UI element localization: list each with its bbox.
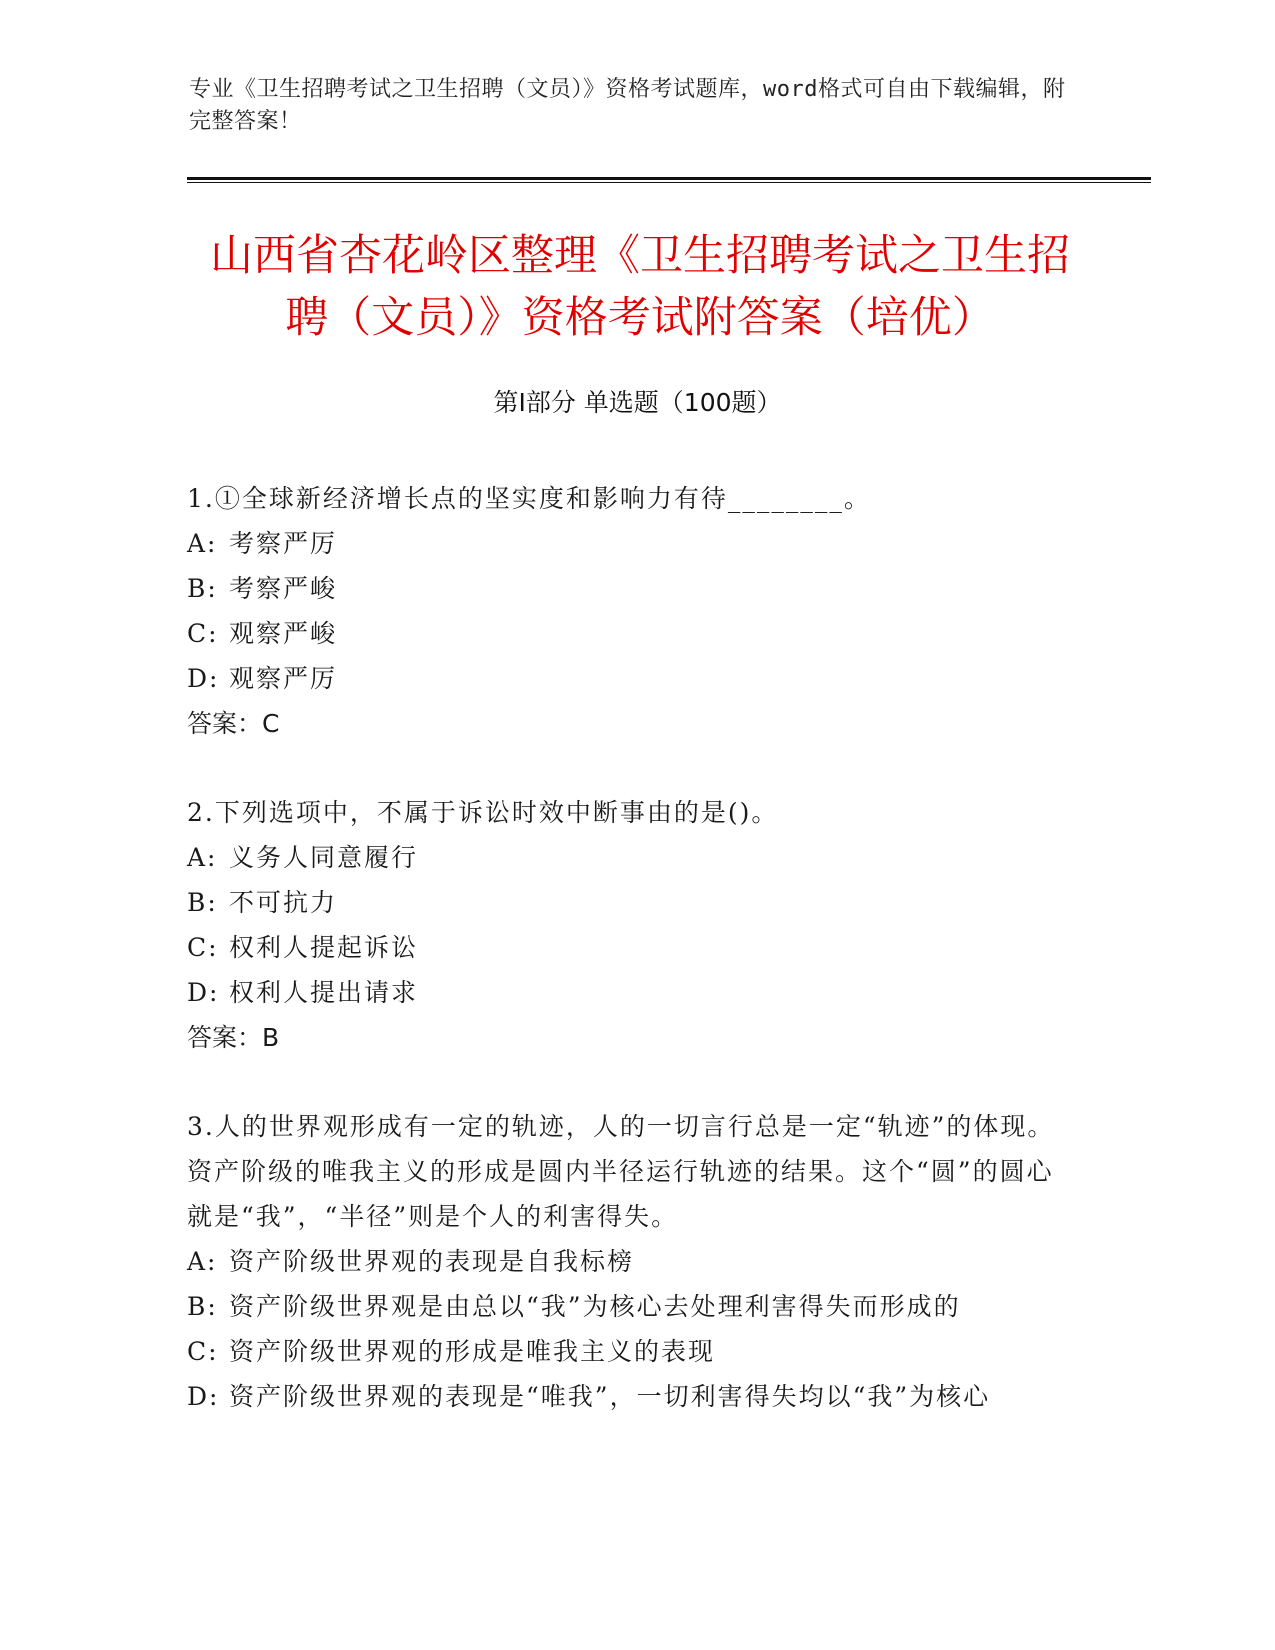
option-key: C: xyxy=(187,1337,219,1366)
option-text: 资产阶级世界观的表现是“唯我”，一切利害得失均以“我”为核心 xyxy=(229,1382,991,1411)
option-text: 观察严峻 xyxy=(229,619,338,648)
question-option-a xyxy=(187,835,1067,880)
option-key: D: xyxy=(187,978,220,1007)
option-key: B: xyxy=(187,888,218,917)
option-key: A: xyxy=(187,843,218,872)
document-title: 山西省杏花岭区整理《卫生招聘考试之卫生招聘（文员）》资格考试附答案（培优） xyxy=(210,231,1070,343)
question-1 xyxy=(187,476,1067,746)
option-key: B: xyxy=(187,1292,218,1321)
option-key: D: xyxy=(187,664,220,693)
header-divider-thin xyxy=(187,182,1151,183)
question-stem: 2.下列选项中，不属于诉讼时效中断事由的是()。 xyxy=(187,798,779,827)
question-list xyxy=(187,476,1067,1463)
option-text: 观察严厉 xyxy=(229,664,338,693)
question-2 xyxy=(187,790,1067,1060)
option-text: 权利人提出请求 xyxy=(229,978,419,1007)
question-option-c xyxy=(187,611,1067,656)
option-key: C: xyxy=(187,619,219,648)
question-stem: 3.人的世界观形成有一定的轨迹，人的一切言行总是一定“轨迹”的体现。资产阶级的唯我主义的形成是圆内半径运行轨迹的结果。这个“圆”的圆心就是“我”，“半径”则是个人的利害得失。 xyxy=(187,1112,1055,1231)
header-note: 专业《卫生招聘考试之卫生招聘（文员）》资格考试题库，word格式可自由下载编辑，附完整答案！ xyxy=(189,77,1066,134)
option-text: 资产阶级世界观是由总以“我”为核心去处理利害得失而形成的 xyxy=(229,1292,961,1321)
option-key: A: xyxy=(187,1247,218,1276)
question-option-c xyxy=(187,925,1067,970)
question-answer: 答案：B xyxy=(187,1023,280,1052)
question-option-d xyxy=(187,656,1067,701)
option-text: 不可抗力 xyxy=(229,888,338,917)
question-stem: 1.①全球新经济增长点的坚实度和影响力有待________。 xyxy=(187,484,871,513)
question-option-a xyxy=(187,1239,1067,1284)
question-answer: 答案：C xyxy=(187,709,280,738)
option-key: C: xyxy=(187,933,219,962)
question-option-b xyxy=(187,566,1067,611)
question-3 xyxy=(187,1104,1067,1419)
question-option-b xyxy=(187,880,1067,925)
option-text: 资产阶级世界观的表现是自我标榜 xyxy=(229,1247,635,1276)
option-key: A: xyxy=(187,529,218,558)
option-text: 资产阶级世界观的形成是唯我主义的表现 xyxy=(229,1337,716,1366)
question-option-d xyxy=(187,1374,1067,1419)
question-option-a xyxy=(187,521,1067,566)
question-option-b xyxy=(187,1284,1067,1329)
question-option-c xyxy=(187,1329,1067,1374)
option-text: 考察严峻 xyxy=(229,574,338,603)
option-key: B: xyxy=(187,574,218,603)
option-key: D: xyxy=(187,1382,220,1411)
option-text: 义务人同意履行 xyxy=(229,843,419,872)
option-text: 权利人提起诉讼 xyxy=(229,933,419,962)
section-title: 第Ⅰ部分 单选题（100题） xyxy=(493,388,782,417)
option-text: 考察严厉 xyxy=(229,529,338,558)
question-option-d xyxy=(187,970,1067,1015)
header-divider-thick xyxy=(187,177,1151,180)
